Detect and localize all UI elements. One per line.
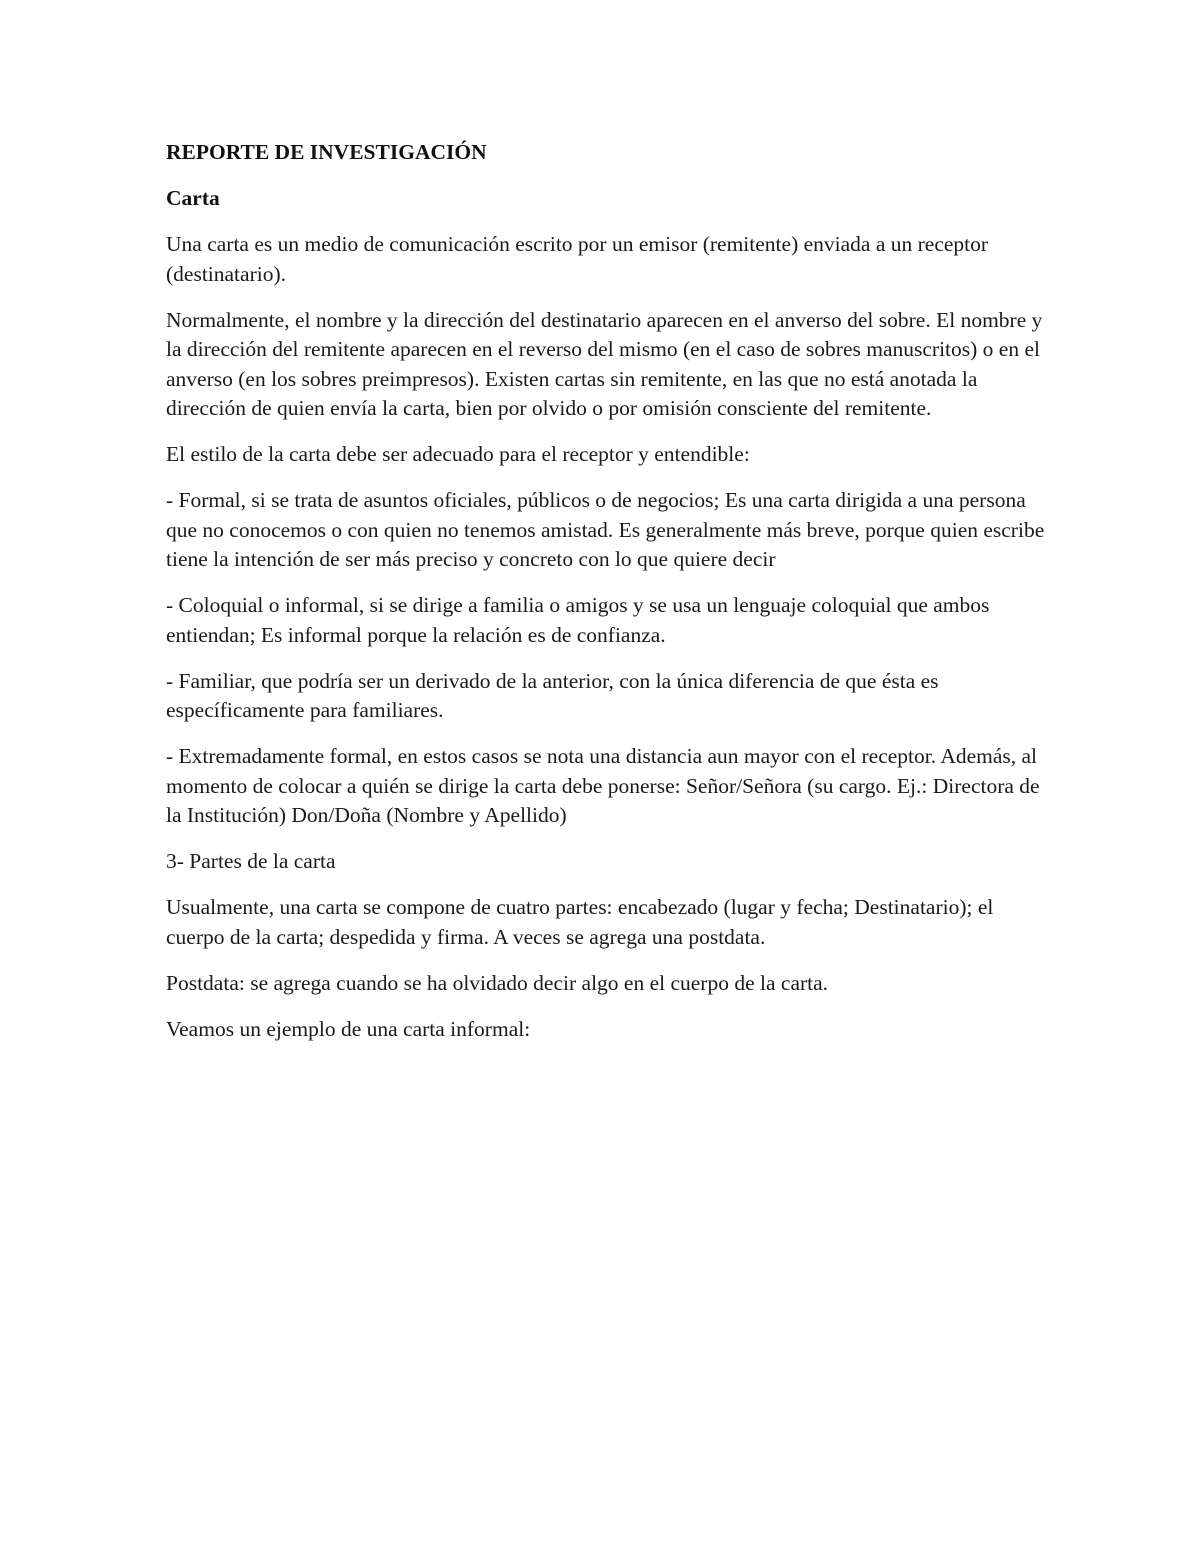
paragraph-style-extremely-formal: - Extremadamente formal, en estos casos se nota una distancia aun mayor con el receptor. Además, al momento de colocar a quién se dirige la carta debe ponerse: Señor/Señora (su cargo. Ej.: Directora de la Institución) Don/Doña (Nombre y Apellido) <box>166 744 1040 827</box>
paragraph-parts: Usualmente, una carta se compone de cuatro partes: encabezado (lugar y fecha; Destinatario); el cuerpo de la carta; despedida y firma. A veces se agrega una postdata. <box>166 895 994 949</box>
document-title: REPORTE DE INVESTIGACIÓN <box>166 140 487 164</box>
paragraph-postdata: Postdata: se agrega cuando se ha olvidado decir algo en el cuerpo de la carta. <box>166 970 829 995</box>
document-body <box>166 138 1046 1061</box>
paragraph-style-intro: El estilo de la carta debe ser adecuado para el receptor y entendible: <box>166 442 750 466</box>
paragraph-envelope: Normalmente, el nombre y la dirección del destinatario aparecen en el anverso del sobre. El nombre y la dirección del remitente aparecen en el reverso del mismo (en el caso de sobres manuscritos) o en el anverso (en los sobres preimpresos). Existen cartas sin remitente, en las que no está anotada la dirección de quien envía la carta, bien por olvido o por omisión consciente del remitente. <box>166 307 1043 420</box>
paragraph-example-intro: Veamos un ejemplo de una carta informal: <box>166 1016 531 1041</box>
paragraph-definition: Una carta es un medio de comunicación escrito por un emisor (remitente) enviada a un receptor (destinatario). <box>166 232 989 286</box>
paragraph-style-informal: - Coloquial o informal, si se dirige a familia o amigos y se usa un lenguaje coloquial que ambos entiendan; Es informal porque la relación es de confianza. <box>166 593 990 647</box>
paragraph-style-formal: - Formal, si se trata de asuntos oficiales, públicos o de negocios; Es una carta dirigida a una persona que no conocemos o con quien no tenemos amistad. Es generalmente más breve, porque quien escribe tiene la intención de ser más preciso y concreto con lo que quiere decir <box>166 488 1045 571</box>
paragraph-parts-heading: 3- Partes de la carta <box>166 849 336 873</box>
paragraph-style-familiar: - Familiar, que podría ser un derivado de la anterior, con la única diferencia de que ésta es específicamente para familiares. <box>166 668 939 722</box>
section-heading: Carta <box>166 186 220 210</box>
